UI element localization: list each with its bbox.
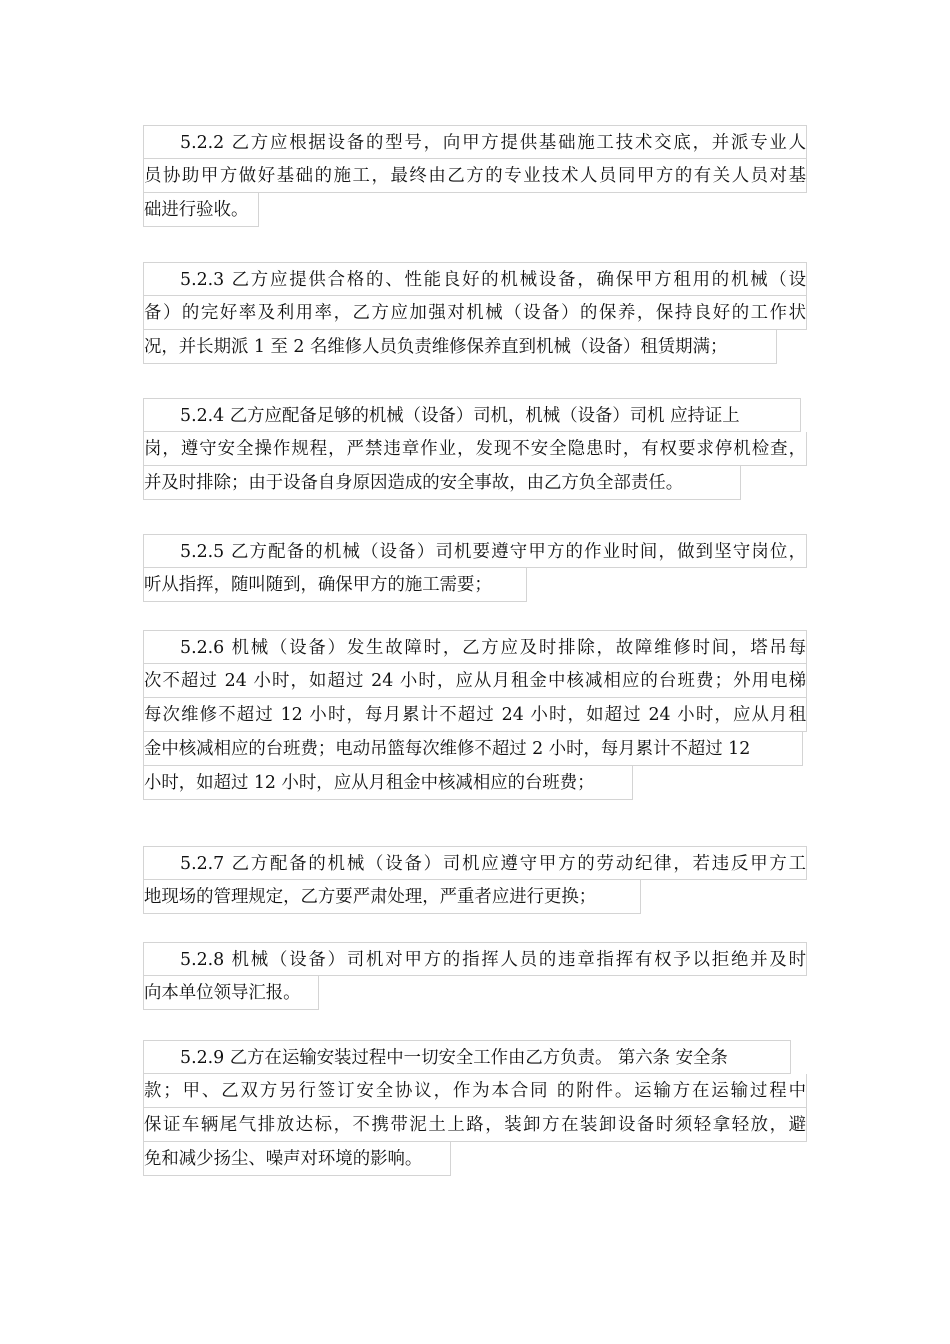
clause-5-2-2 xyxy=(143,125,807,227)
paragraph-line: 免和减少扬尘、噪声对环境的影响。 xyxy=(143,1142,451,1176)
paragraph-line: 小时，如超过 12 小时，应从月租金中核减相应的台班费； xyxy=(143,766,633,800)
paragraph-line: 础进行验收。 xyxy=(143,193,259,227)
paragraph-line: 况，并长期派 1 至 2 名维修人员负责维修保养直到机械（设备）租赁期满； xyxy=(143,330,777,364)
paragraph-line: 5.2.5 乙方配备的机械（设备）司机要遵守甲方的作业时间，做到坚守岗位， xyxy=(143,534,807,568)
clause-5-2-6 xyxy=(143,630,807,800)
paragraph-line: 款；甲、乙双方另行签订安全协议，作为本合同 的附件。运输方在运输过程中 xyxy=(143,1074,807,1108)
clause-5-2-9 xyxy=(143,1040,807,1176)
paragraph-line: 备）的完好率及利用率，乙方应加强对机械（设备）的保养，保持良好的工作状 xyxy=(143,296,807,330)
clause-5-2-4 xyxy=(143,398,807,500)
paragraph-line: 5.2.8 机械（设备）司机对甲方的指挥人员的违章指挥有权予以拒绝并及时 xyxy=(143,942,807,976)
paragraph-line: 保证车辆尾气排放达标，不携带泥土上路，装卸方在装卸设备时须轻拿轻放，避 xyxy=(143,1108,807,1142)
paragraph-line: 次不超过 24 小时，如超过 24 小时，应从月租金中核减相应的台班费；外用电梯 xyxy=(143,664,807,698)
paragraph-line: 并及时排除；由于设备自身原因造成的安全事故，由乙方负全部责任。 xyxy=(143,466,741,500)
paragraph-line: 5.2.7 乙方配备的机械（设备）司机应遵守甲方的劳动纪律，若违反甲方工 xyxy=(143,846,807,880)
paragraph-line: 岗，遵守安全操作规程，严禁违章作业，发现不安全隐患时，有权要求停机检查， xyxy=(143,432,807,466)
paragraph-line: 每次维修不超过 12 小时，每月累计不超过 24 小时，如超过 24 小时，应从月租 xyxy=(143,698,807,732)
paragraph-line: 5.2.3 乙方应提供合格的、性能良好的机械设备，确保甲方租用的机械（设 xyxy=(143,262,807,296)
paragraph-line: 5.2.4 乙方应配备足够的机械（设备）司机，机械（设备）司机 应持证上 xyxy=(143,398,801,432)
paragraph-line: 地现场的管理规定，乙方要严肃处理，严重者应进行更换； xyxy=(143,880,641,914)
paragraph-line: 5.2.6 机械（设备）发生故障时，乙方应及时排除，故障维修时间，塔吊每 xyxy=(143,630,807,664)
clause-5-2-8 xyxy=(143,942,807,1010)
paragraph-line: 员协助甲方做好基础的施工，最终由乙方的专业技术人员同甲方的有关人员对基 xyxy=(143,159,807,193)
clause-5-2-3 xyxy=(143,262,807,364)
paragraph-line: 5.2.2 乙方应根据设备的型号，向甲方提供基础施工技术交底，并派专业人 xyxy=(143,125,807,159)
paragraph-line: 向本单位领导汇报。 xyxy=(143,976,319,1010)
paragraph-line: 听从指挥，随叫随到，确保甲方的施工需要； xyxy=(143,568,527,602)
paragraph-line: 5.2.9 乙方在运输安装过程中一切安全工作由乙方负责。 第六条 安全条 xyxy=(143,1040,791,1074)
clause-5-2-7 xyxy=(143,846,807,914)
paragraph-line: 金中核减相应的台班费；电动吊篮每次维修不超过 2 小时，每月累计不超过 12 xyxy=(143,732,803,766)
clause-5-2-5 xyxy=(143,534,807,602)
